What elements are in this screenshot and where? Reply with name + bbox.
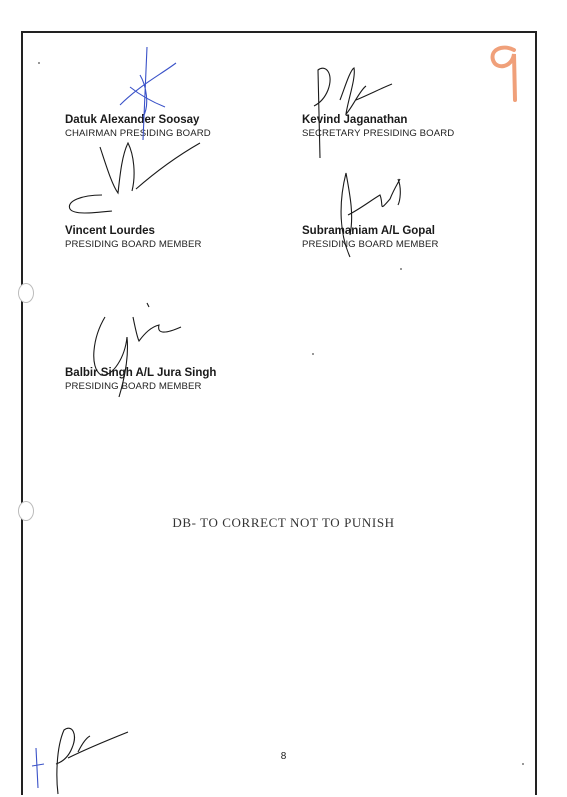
signatory-name: Balbir Singh A/L Jura Singh (65, 367, 217, 379)
signatory-name: Datuk Alexander Soosay (65, 114, 200, 126)
signatory-name: Vincent Lourdes (65, 225, 155, 237)
signatory-role: CHAIRMAN PRESIDING BOARD (65, 128, 211, 139)
signatory-block-member-1 (65, 224, 202, 251)
signatory-role: SECRETARY PRESIDING BOARD (302, 128, 455, 139)
signatory-block-secretary (302, 113, 454, 140)
signatory-name: Kevind Jaganathan (302, 114, 408, 126)
signatory-role: PRESIDING BOARD MEMBER (65, 381, 202, 392)
scan-speck (400, 268, 402, 270)
handwritten-page-mark (484, 40, 528, 104)
signatory-role: PRESIDING BOARD MEMBER (302, 239, 439, 250)
scan-speck (522, 763, 524, 765)
motto: DB- TO CORRECT NOT TO PUNISH (172, 515, 395, 530)
scan-speck (312, 353, 314, 355)
scan-speck (38, 62, 40, 64)
signatory-name: Subramaniam A/L Gopal (302, 225, 435, 237)
punch-hole (18, 283, 34, 303)
signatory-role: PRESIDING BOARD MEMBER (65, 239, 202, 250)
signatory-block-member-2 (302, 224, 439, 251)
signatory-block-chairman (65, 113, 211, 140)
page-border (21, 31, 537, 795)
signatory-block-member-3 (65, 366, 216, 393)
page-number: 8 (280, 751, 287, 762)
